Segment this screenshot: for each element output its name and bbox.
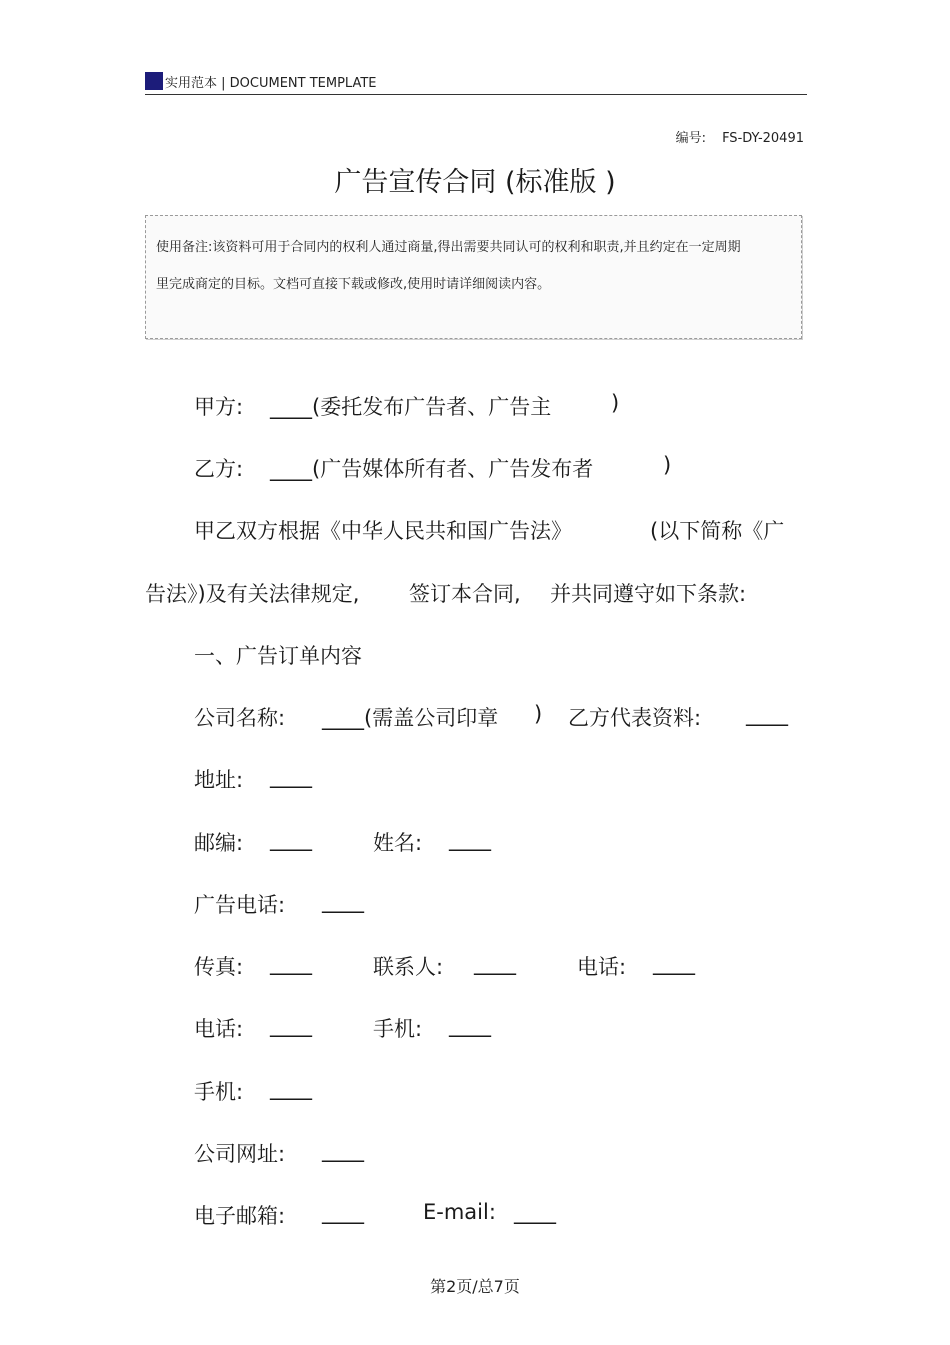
usage-note-box — [145, 215, 802, 339]
page-header — [145, 70, 807, 95]
party-b-value: ____(广告媒体所有者、广告发布者 — [270, 457, 594, 481]
section-heading: 一、广告订单内容 — [194, 644, 362, 668]
document-number — [676, 127, 804, 146]
mobile-label: 手机: — [373, 1017, 423, 1041]
name-label: 姓名: — [373, 831, 423, 855]
ad-phone-label: 广告电话: — [194, 893, 286, 917]
mobile-value: ____ — [449, 1013, 491, 1037]
contact-value: ____ — [474, 951, 516, 975]
party-b-label: 乙方: — [194, 457, 244, 481]
website-value: ____ — [322, 1138, 364, 1162]
email-cn-value: ____ — [322, 1200, 364, 1224]
intro-line2b: 签订本合同, — [409, 582, 521, 606]
contact-label: 联系人: — [373, 955, 444, 979]
address-value: ____ — [270, 764, 312, 788]
usage-note-text: 使用备注:该资料可用于合同内的权利人通过商量,得出需要共同认可的权利和职责,并且约定在一定周期里完成商定的目标。文档可直接下载或修改,使用时请详细阅读内容。 — [156, 240, 741, 292]
doc-number-label: 编号: — [675, 131, 707, 146]
fax-value: ____ — [270, 951, 312, 975]
page-title: 广告宣传合同 (标准版 ) — [334, 167, 616, 198]
email-label: E-mail: — [423, 1200, 496, 1224]
mobile2-label: 手机: — [194, 1080, 244, 1104]
page-footer: 第2页/总7页 — [430, 1277, 520, 1296]
intro-line2a: 告法》)及有关法律规定, — [145, 582, 360, 606]
intro-line1a: 甲乙双方根据《中华人民共和国广告法》 — [194, 519, 572, 543]
party-a-close: ) — [611, 391, 620, 415]
phone2-label: 电话: — [577, 955, 627, 979]
intro-line2c: 并共同遵守如下条款: — [550, 582, 747, 606]
email-cn-label: 电子邮箱: — [194, 1204, 286, 1228]
party-b-close: ) — [663, 453, 672, 477]
doc-number-value: FS-DY-20491 — [722, 131, 804, 146]
company-name-value: ____(需盖公司印章 — [322, 706, 499, 730]
fax-label: 传真: — [194, 955, 244, 979]
postcode-label: 邮编: — [194, 831, 244, 855]
party-a-label: 甲方: — [194, 395, 244, 419]
mobile2-value: ____ — [270, 1076, 312, 1100]
company-name-close: ) — [534, 702, 543, 726]
address-label: 地址: — [194, 768, 244, 792]
party-a-value: ____(委托发布广告者、广告主 — [270, 395, 552, 419]
phone2-value: ____ — [653, 951, 695, 975]
name-value: ____ — [449, 827, 491, 851]
website-label: 公司网址: — [194, 1142, 286, 1166]
header-text: 实用范本 | DOCUMENT TEMPLATE — [165, 76, 377, 91]
ad-phone-value: ____ — [322, 889, 364, 913]
phone-label: 电话: — [194, 1017, 244, 1041]
email-value: ____ — [514, 1200, 556, 1224]
party-b-rep-label: 乙方代表资料: — [568, 706, 702, 730]
intro-line1b: (以下简称《广 — [650, 519, 785, 543]
phone-value: ____ — [270, 1013, 312, 1037]
logo-square-icon — [145, 72, 163, 90]
company-name-label: 公司名称: — [194, 706, 286, 730]
party-b-rep-value: ____ — [746, 702, 788, 726]
postcode-value: ____ — [270, 827, 312, 851]
